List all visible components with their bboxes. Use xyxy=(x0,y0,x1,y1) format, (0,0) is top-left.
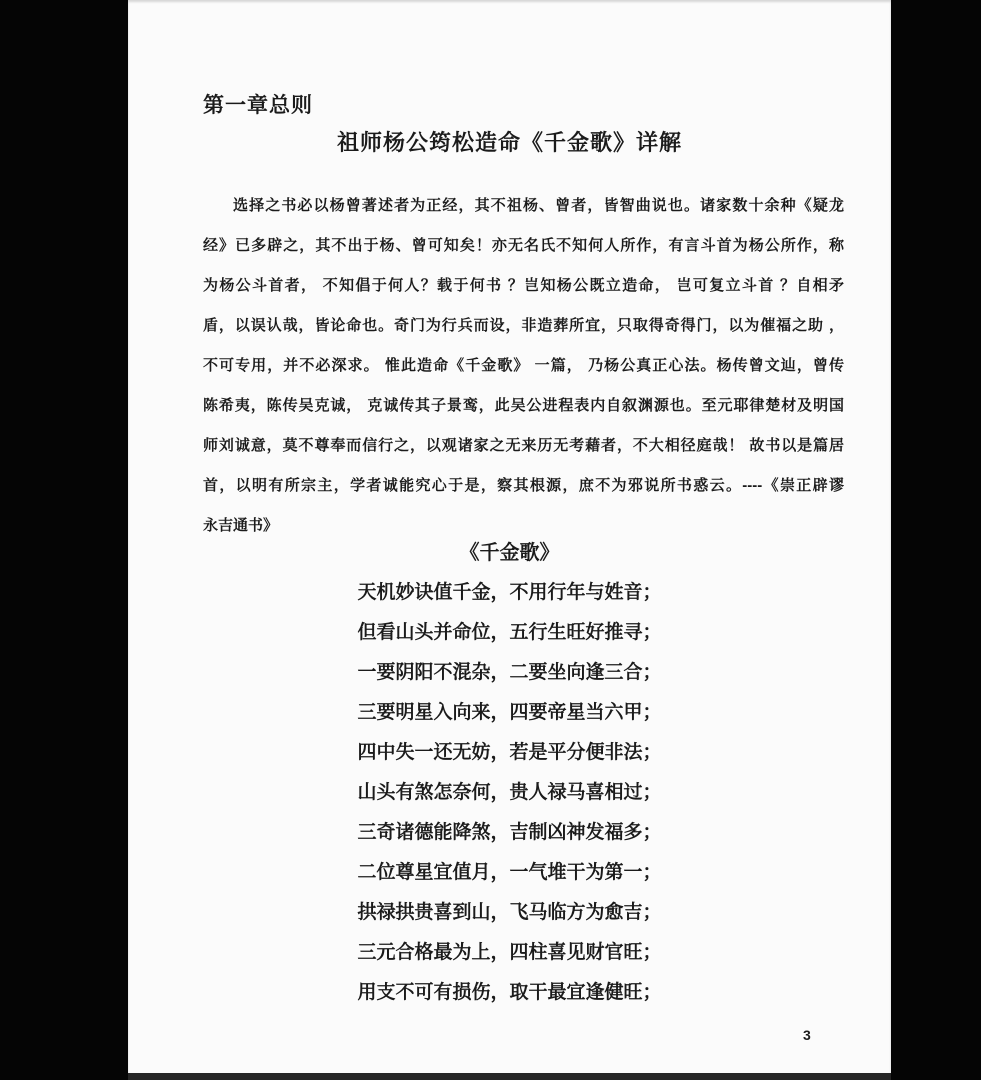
poem-line: 天机妙诀值千金，不用行年与姓音； xyxy=(357,582,662,603)
paragraph-line: 盾，以误认哉，皆论命也。奇门为行兵而设，非造葬所宜，只取得奇得门，以为催福之助 ， xyxy=(203,317,844,334)
paragraph-line: 选择之书必以杨曾著述者为正经，其不祖杨、曾者，皆智曲说也。诸家数十余种《疑龙 xyxy=(233,197,844,214)
paragraph-line: 首，以明有所宗主，学者诚能究心于是，察其根源，庶不为邪说所书惑云。----《崇正辟谬 xyxy=(203,477,844,494)
paragraph-line: 为杨公斗首者， 不知倡于何人？载于何书 ？岂知杨公既立造命， 岂可复立斗首 ？自相矛 xyxy=(203,277,844,294)
poem-line: 用支不可有损伤，取干最宜逢健旺； xyxy=(357,982,662,1003)
page-number: 3 xyxy=(803,1027,811,1043)
poem-line: 三要明星入向来，四要帝星当六甲； xyxy=(357,702,662,723)
poem-line: 山头有煞怎奈何，贵人禄马喜相过； xyxy=(357,782,662,803)
poem-line: 拱禄拱贵喜到山，飞马临方为愈吉； xyxy=(357,902,662,923)
paragraph-line: 师刘诚意，莫不尊奉而信行之，以观诸家之无来历无考藉者，不大相径庭哉！ 故书以是篇居 xyxy=(203,437,844,454)
paragraph-line: 陈希夷，陈传吴克诚， 克诚传其子景鸾，此吴公进程表内自叙渊源也。至元耶律楚材及明国 xyxy=(203,397,844,414)
poem-line: 二位尊星宜值月，一气堆干为第一； xyxy=(357,862,662,883)
poem-title: 《千金歌》 xyxy=(459,542,560,564)
chapter-heading: 第一章总则 xyxy=(203,94,313,117)
poem-line: 四中失一还无妨，若是平分便非法； xyxy=(357,742,662,763)
paragraph-line: 不可专用，并不必深求。 惟此造命《千金歌》 一篇， 乃杨公真正心法。杨传曾文辿，曾传 xyxy=(203,357,844,374)
document-title: 祖师杨公筠松造命《千金歌》详解 xyxy=(336,130,682,155)
poem-line: 但看山头并命位，五行生旺好推寻； xyxy=(357,622,662,643)
paragraph-line: 永吉通书》 xyxy=(203,517,279,534)
poem-line: 三元合格最为上，四柱喜见财官旺； xyxy=(357,942,662,963)
poem-line: 一要阴阳不混杂，二要坐向逢三合； xyxy=(357,662,662,683)
page-bottom-shadow xyxy=(128,1073,891,1080)
paragraph-line: 经》已多辟之，其不出于杨、曾可知矣！亦无名氏不知何人所作，有言斗首为杨公所作，称 xyxy=(203,237,844,254)
poem xyxy=(128,573,891,1013)
intro-paragraph xyxy=(203,186,844,546)
poem-line: 三奇诸德能降煞，吉制凶神发福多； xyxy=(357,822,662,843)
scanned-page xyxy=(128,0,891,1073)
